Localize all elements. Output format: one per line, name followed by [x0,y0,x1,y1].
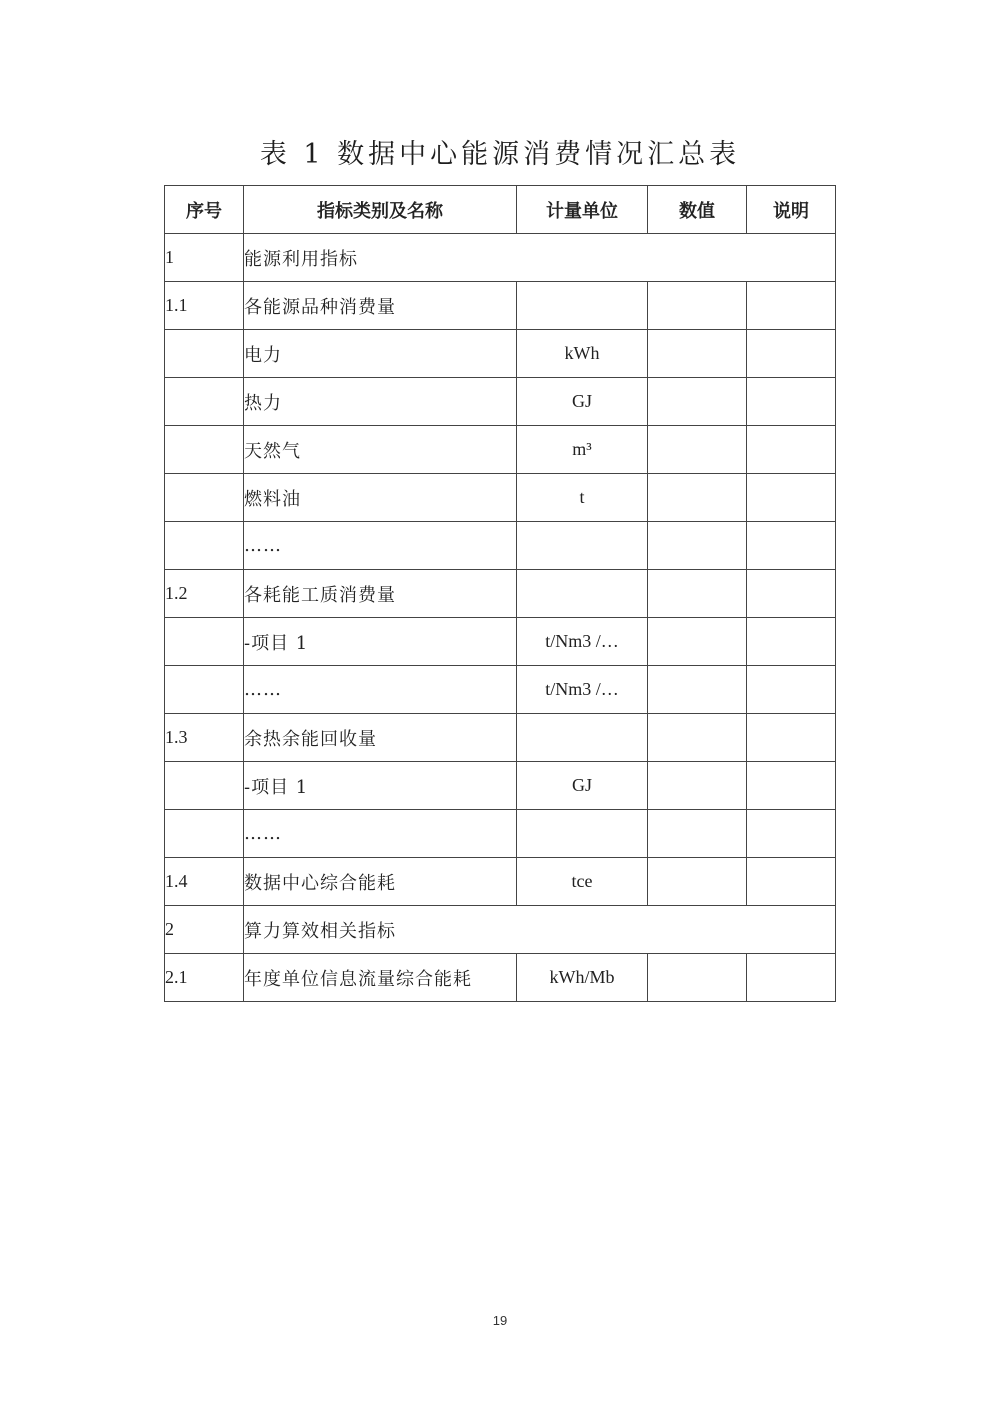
table-row [165,858,836,906]
value-cell [648,762,747,810]
indicator-name-cell: 电力 [244,330,517,378]
indicator-name-cell: 余热余能回收量 [244,714,517,762]
page-number: 19 [492,1313,508,1328]
row-number-cell [165,666,244,714]
value-cell [648,282,747,330]
row-number-cell: 2 [165,906,244,954]
row-number-cell: 1.3 [165,714,244,762]
row-number-cell [165,378,244,426]
indicator-name-cell: …… [244,810,517,858]
indicator-name-cell: 各能源品种消费量 [244,282,517,330]
page-title: 表 1 数据中心能源消费情况汇总表 [259,139,741,170]
energy-consumption-summary-table [164,185,836,1002]
table-row [165,618,836,666]
table-row [165,378,836,426]
note-cell [747,570,836,618]
table-row [165,330,836,378]
indicator-name-cell: -项目 1 [244,762,517,810]
table-section-row [165,234,836,282]
note-cell [747,666,836,714]
note-cell [747,618,836,666]
table-row [165,426,836,474]
unit-cell: t [517,474,648,522]
value-cell [648,330,747,378]
indicator-name-cell: 各耗能工质消费量 [244,570,517,618]
indicator-name-cell: 天然气 [244,426,517,474]
table-row [165,954,836,1002]
note-cell [747,474,836,522]
note-cell [747,714,836,762]
value-cell [648,378,747,426]
value-cell [648,810,747,858]
table-row [165,570,836,618]
row-number-cell [165,618,244,666]
table-row [165,282,836,330]
note-cell [747,330,836,378]
table-header-row [165,186,836,234]
unit-cell: kWh/Mb [517,954,648,1002]
row-number-cell [165,762,244,810]
unit-cell [517,522,648,570]
note-cell [747,522,836,570]
unit-cell: kWh [517,330,648,378]
unit-cell [517,282,648,330]
value-cell [648,618,747,666]
value-cell [648,426,747,474]
table-row [165,666,836,714]
indicator-name-cell: 数据中心综合能耗 [244,858,517,906]
indicator-name-cell: 年度单位信息流量综合能耗 [244,954,517,1002]
row-number-cell: 1.2 [165,570,244,618]
header-name: 指标类别及名称 [244,186,517,234]
header-unit: 计量单位 [517,186,648,234]
indicator-name-cell: …… [244,522,517,570]
row-number-cell [165,426,244,474]
row-number-cell: 1.4 [165,858,244,906]
header-note: 说明 [747,186,836,234]
row-number-cell: 2.1 [165,954,244,1002]
row-number-cell: 1.1 [165,282,244,330]
unit-cell [517,714,648,762]
header-no: 序号 [165,186,244,234]
value-cell [648,954,747,1002]
table-section-row [165,906,836,954]
summary-table-container [164,185,836,1002]
row-number-cell: 1 [165,234,244,282]
unit-cell [517,810,648,858]
table-row [165,762,836,810]
row-number-cell [165,474,244,522]
indicator-name-cell: 燃料油 [244,474,517,522]
indicator-name-cell: …… [244,666,517,714]
value-cell [648,522,747,570]
value-cell [648,474,747,522]
indicator-name-cell: -项目 1 [244,618,517,666]
header-value: 数值 [648,186,747,234]
note-cell [747,282,836,330]
note-cell [747,762,836,810]
row-number-cell [165,522,244,570]
value-cell [648,570,747,618]
unit-cell [517,570,648,618]
unit-cell: t/Nm3 /… [517,618,648,666]
unit-cell: t/Nm3 /… [517,666,648,714]
unit-cell: tce [517,858,648,906]
row-number-cell [165,330,244,378]
table-row [165,474,836,522]
note-cell [747,426,836,474]
value-cell [648,858,747,906]
note-cell [747,954,836,1002]
indicator-name-cell: 热力 [244,378,517,426]
row-number-cell [165,810,244,858]
unit-cell: GJ [517,762,648,810]
value-cell [648,666,747,714]
unit-cell: m³ [517,426,648,474]
table-body [165,234,836,1002]
table-row [165,810,836,858]
note-cell [747,378,836,426]
table-row [165,714,836,762]
note-cell [747,810,836,858]
section-title-cell: 算力算效相关指标 [244,906,836,954]
value-cell [648,714,747,762]
section-title-cell: 能源利用指标 [244,234,836,282]
table-row [165,522,836,570]
note-cell [747,858,836,906]
unit-cell: GJ [517,378,648,426]
